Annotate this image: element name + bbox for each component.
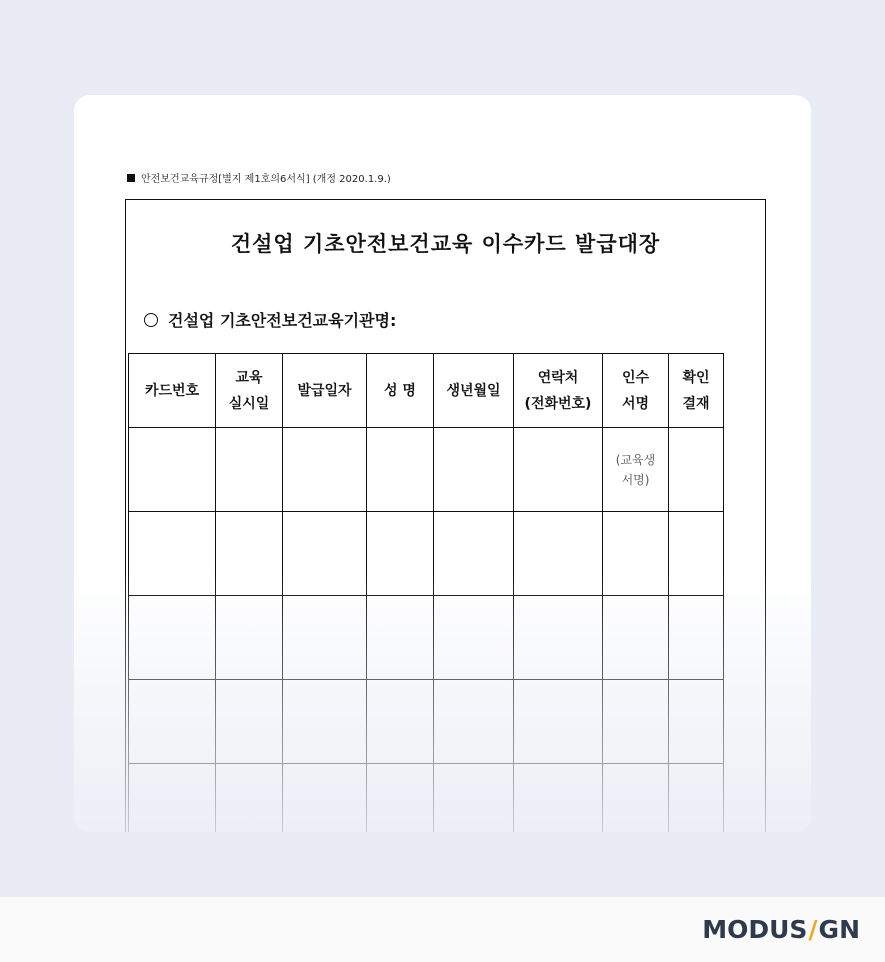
table-cell[interactable] — [434, 596, 514, 680]
table-cell[interactable] — [434, 512, 514, 596]
table-row — [129, 428, 724, 512]
col-name: 성 명 — [367, 354, 434, 428]
table-cell[interactable] — [283, 428, 367, 512]
table-row — [129, 764, 724, 833]
table-cell[interactable] — [669, 428, 724, 512]
table-cell[interactable] — [603, 596, 669, 680]
col-card-number: 카드번호 — [129, 354, 216, 428]
table-cell[interactable] — [283, 764, 367, 833]
col-approval: 확인 결재 — [669, 354, 724, 428]
table-row — [129, 512, 724, 596]
table-cell[interactable] — [216, 512, 283, 596]
table-cell[interactable] — [216, 764, 283, 833]
institution-line — [144, 308, 396, 331]
table-cell[interactable] — [669, 764, 724, 833]
circle-bullet-icon — [144, 313, 158, 327]
table-cell[interactable] — [434, 680, 514, 764]
table-cell[interactable] — [367, 596, 434, 680]
table-row — [129, 680, 724, 764]
table-cell[interactable] — [434, 764, 514, 833]
form-title: 건설업 기초안전보건교육 이수카드 발급대장 — [230, 232, 661, 256]
table-cell[interactable] — [367, 764, 434, 833]
table-cell[interactable] — [514, 512, 603, 596]
table-cell[interactable] — [129, 680, 216, 764]
col-receipt-signature: 인수 서명 — [603, 354, 669, 428]
table-cell[interactable] — [216, 428, 283, 512]
ledger-table — [128, 353, 724, 832]
table-cell[interactable] — [216, 680, 283, 764]
col-issue-date: 발급일자 — [283, 354, 367, 428]
table-cell[interactable] — [283, 512, 367, 596]
table-cell[interactable] — [434, 428, 514, 512]
table-cell[interactable] — [216, 596, 283, 680]
table-cell[interactable] — [514, 596, 603, 680]
table-cell[interactable] — [603, 680, 669, 764]
square-bullet-icon — [127, 174, 135, 182]
modusign-logo — [702, 915, 860, 944]
col-birth-date: 생년월일 — [434, 354, 514, 428]
table-cell[interactable] — [603, 512, 669, 596]
document-card — [74, 95, 811, 832]
table-cell[interactable] — [514, 764, 603, 833]
logo-text-left: MODUS — [702, 915, 808, 944]
table-cell[interactable] — [514, 680, 603, 764]
footer-bar — [0, 897, 885, 962]
table-cell[interactable] — [129, 596, 216, 680]
table-cell[interactable] — [129, 512, 216, 596]
table-cell[interactable] — [283, 680, 367, 764]
table-cell[interactable] — [669, 680, 724, 764]
table-row — [129, 596, 724, 680]
table-cell[interactable] — [367, 680, 434, 764]
table-cell[interactable] — [603, 764, 669, 833]
logo-text-right: GN — [818, 915, 860, 944]
logo-slash: / — [808, 915, 818, 944]
table-cell[interactable] — [283, 596, 367, 680]
form-reference-text: 안전보건교육규정[별지 제1호의6서식] (개정 2020.1.9.) — [141, 174, 391, 185]
table-cell[interactable] — [367, 428, 434, 512]
table-cell[interactable] — [367, 512, 434, 596]
table-cell[interactable] — [669, 596, 724, 680]
col-contact: 연락처 (전화번호) — [514, 354, 603, 428]
table-cell[interactable] — [129, 428, 216, 512]
form-reference — [127, 170, 391, 185]
institution-label: 건설업 기초안전보건교육기관명: — [168, 311, 397, 330]
header-row — [129, 354, 724, 428]
signature-hint-cell[interactable]: (교육생 서명) — [603, 428, 669, 512]
table-cell[interactable] — [514, 428, 603, 512]
form-box — [125, 199, 766, 832]
table-cell[interactable] — [669, 512, 724, 596]
table-cell[interactable] — [129, 764, 216, 833]
col-training-date: 교육 실시일 — [216, 354, 283, 428]
